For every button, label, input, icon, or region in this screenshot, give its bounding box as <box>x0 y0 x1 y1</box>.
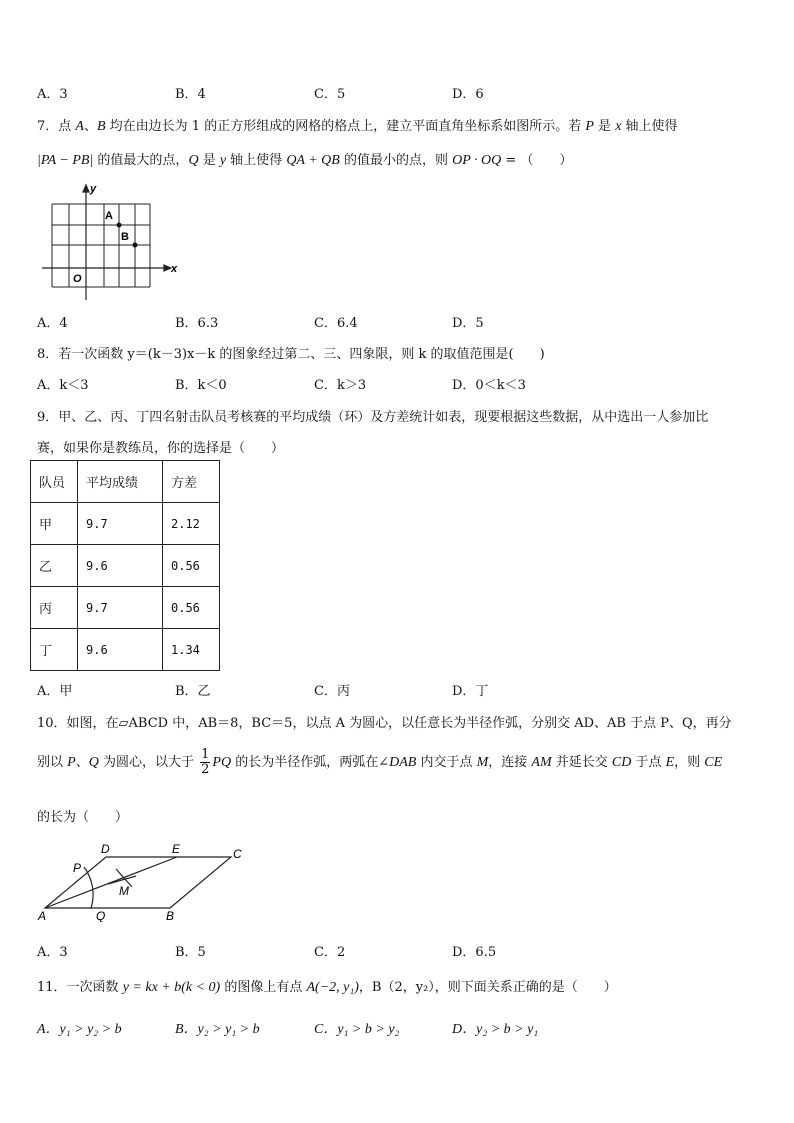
q7-grid-figure <box>40 182 185 304</box>
q11-option-a: A．y₁ > y₂ > b <box>37 1022 122 1037</box>
table-row <box>31 587 220 629</box>
q9-stem-line2: 赛，如果你是教练员，你的选择是（ ） <box>37 441 285 456</box>
q11-stem: 11．一次函数 y = kx + b(k < 0) 的图像上有点 A(−2, y₁)，B（2，y₂），则下面关系正确的是（ ） <box>37 980 617 995</box>
q10-options <box>37 941 637 959</box>
q10-fig-label-q: Q <box>96 909 106 922</box>
q6-options <box>37 83 637 101</box>
q10-fig-label-d: D <box>101 842 110 856</box>
table-cell: 丁 <box>31 629 78 671</box>
table-cell: 9.7 <box>78 503 163 545</box>
table-header-cell: 方差 <box>163 461 220 503</box>
q9-option-c: C．丙 <box>314 684 350 699</box>
q10-fig-label-e: E <box>172 842 181 856</box>
fraction-one-half: $\frac{1}{2}$ <box>201 747 210 777</box>
q7-option-d: D．5 <box>452 316 484 331</box>
q7-fig-y-label: y <box>90 183 97 195</box>
q8-stem: 8．若一次函数 y＝(k－3)x－k 的图象经过第二、三、四象限，则 k 的取值范围是( ) <box>37 347 545 362</box>
q8-options <box>37 374 637 392</box>
q10-option-c: C．2 <box>314 945 346 960</box>
q10-fig-label-p: P <box>73 861 82 875</box>
table-cell: 丙 <box>31 587 78 629</box>
q7-options <box>37 312 637 330</box>
q10-fig-label-c: C <box>233 847 242 861</box>
q9-option-a: A．甲 <box>37 684 73 699</box>
q10-fig-label-a: A <box>38 909 47 922</box>
q10-option-b: B．5 <box>175 945 206 960</box>
q7-option-c: C．6.4 <box>314 316 358 331</box>
table-row <box>31 629 220 671</box>
table-cell: 9.6 <box>78 545 163 587</box>
q10-stem-line2: 别以 P、Q 为圆心，以大于 $\frac{1}{2}$ PQ 的长为半径作弧，两弧在∠DAB 内交于点 M，连接 AM 并延长交 CD 于点 E，则 CE <box>37 747 723 777</box>
table-cell: 1.34 <box>163 629 220 671</box>
table-cell: 9.6 <box>78 629 163 671</box>
q9-option-b: B．乙 <box>175 684 211 699</box>
q6-option-c: C．5 <box>314 87 346 102</box>
q11-option-d: D．y₂ > b > y₁ <box>452 1022 539 1037</box>
q10-stem-line3: 的长为（ ） <box>37 810 129 825</box>
q7-stem-line2: |PA − PB| 的值最大的点，Q 是 y 轴上使得 QA + QB 的值最小的点，则 OP · OQ = （ ） <box>37 153 573 168</box>
q7-stem-line1: 7．点 A、B 均在由边长为 1 的正方形组成的网格的格点上，建立平面直角坐标系如图所示。若 P 是 x 轴上使得 <box>37 119 678 134</box>
q9-stem-line1: 9．甲、乙、丙、丁四名射击队员考核赛的平均成绩（环）及方差统计如表，现要根据这些数据，从中选出一人参加比 <box>37 410 709 425</box>
q11-options <box>37 1018 637 1036</box>
q9-score-table <box>30 460 220 671</box>
q10-stem-line1: 10．如图，在▱ABCD 中，AB＝8，BC＝5，以点 A 为圆心，以任意长为半径作弧，分别交 AD、AB 于点 P、Q，再分 <box>37 716 732 731</box>
table-cell: 2.12 <box>163 503 220 545</box>
table-cell: 甲 <box>31 503 78 545</box>
q7-fig-point-b: B <box>121 231 129 243</box>
q9-option-d: D．丁 <box>452 684 489 699</box>
table-cell: 9.7 <box>78 587 163 629</box>
q8-option-b: B．k＜0 <box>175 378 227 393</box>
q6-option-a: A．3 <box>37 87 68 102</box>
q11-option-c: C．y₁ > b > y₂ <box>314 1022 400 1037</box>
q8-option-c: C．k＞3 <box>314 378 367 393</box>
table-row <box>31 545 220 587</box>
table-header-cell: 平均成绩 <box>78 461 163 503</box>
q10-parallelogram-figure <box>36 840 256 922</box>
q7-fig-x-label: x <box>171 263 178 275</box>
q8-option-d: D．0＜k＜3 <box>452 378 526 393</box>
q10-fig-label-b: B <box>166 909 175 922</box>
q6-option-b: B．4 <box>175 87 206 102</box>
q10-option-d: D．6.5 <box>452 945 497 960</box>
q7-fig-point-a: A <box>105 210 113 222</box>
table-header-cell: 队员 <box>31 461 78 503</box>
q9-options <box>37 680 637 698</box>
table-row <box>31 503 220 545</box>
q10-option-a: A．3 <box>37 945 68 960</box>
table-cell: 乙 <box>31 545 78 587</box>
q7-option-a: A．4 <box>37 316 68 331</box>
table-header-row <box>31 461 220 503</box>
q11-option-b: B．y₂ > y₁ > b <box>175 1022 260 1037</box>
q6-option-d: D．6 <box>452 87 484 102</box>
q8-option-a: A．k＜3 <box>37 378 89 393</box>
q7-option-b: B．6.3 <box>175 316 219 331</box>
table-cell: 0.56 <box>163 545 220 587</box>
q7-fig-origin: O <box>73 273 82 285</box>
q10-fig-label-m: M <box>119 884 129 898</box>
table-cell: 0.56 <box>163 587 220 629</box>
